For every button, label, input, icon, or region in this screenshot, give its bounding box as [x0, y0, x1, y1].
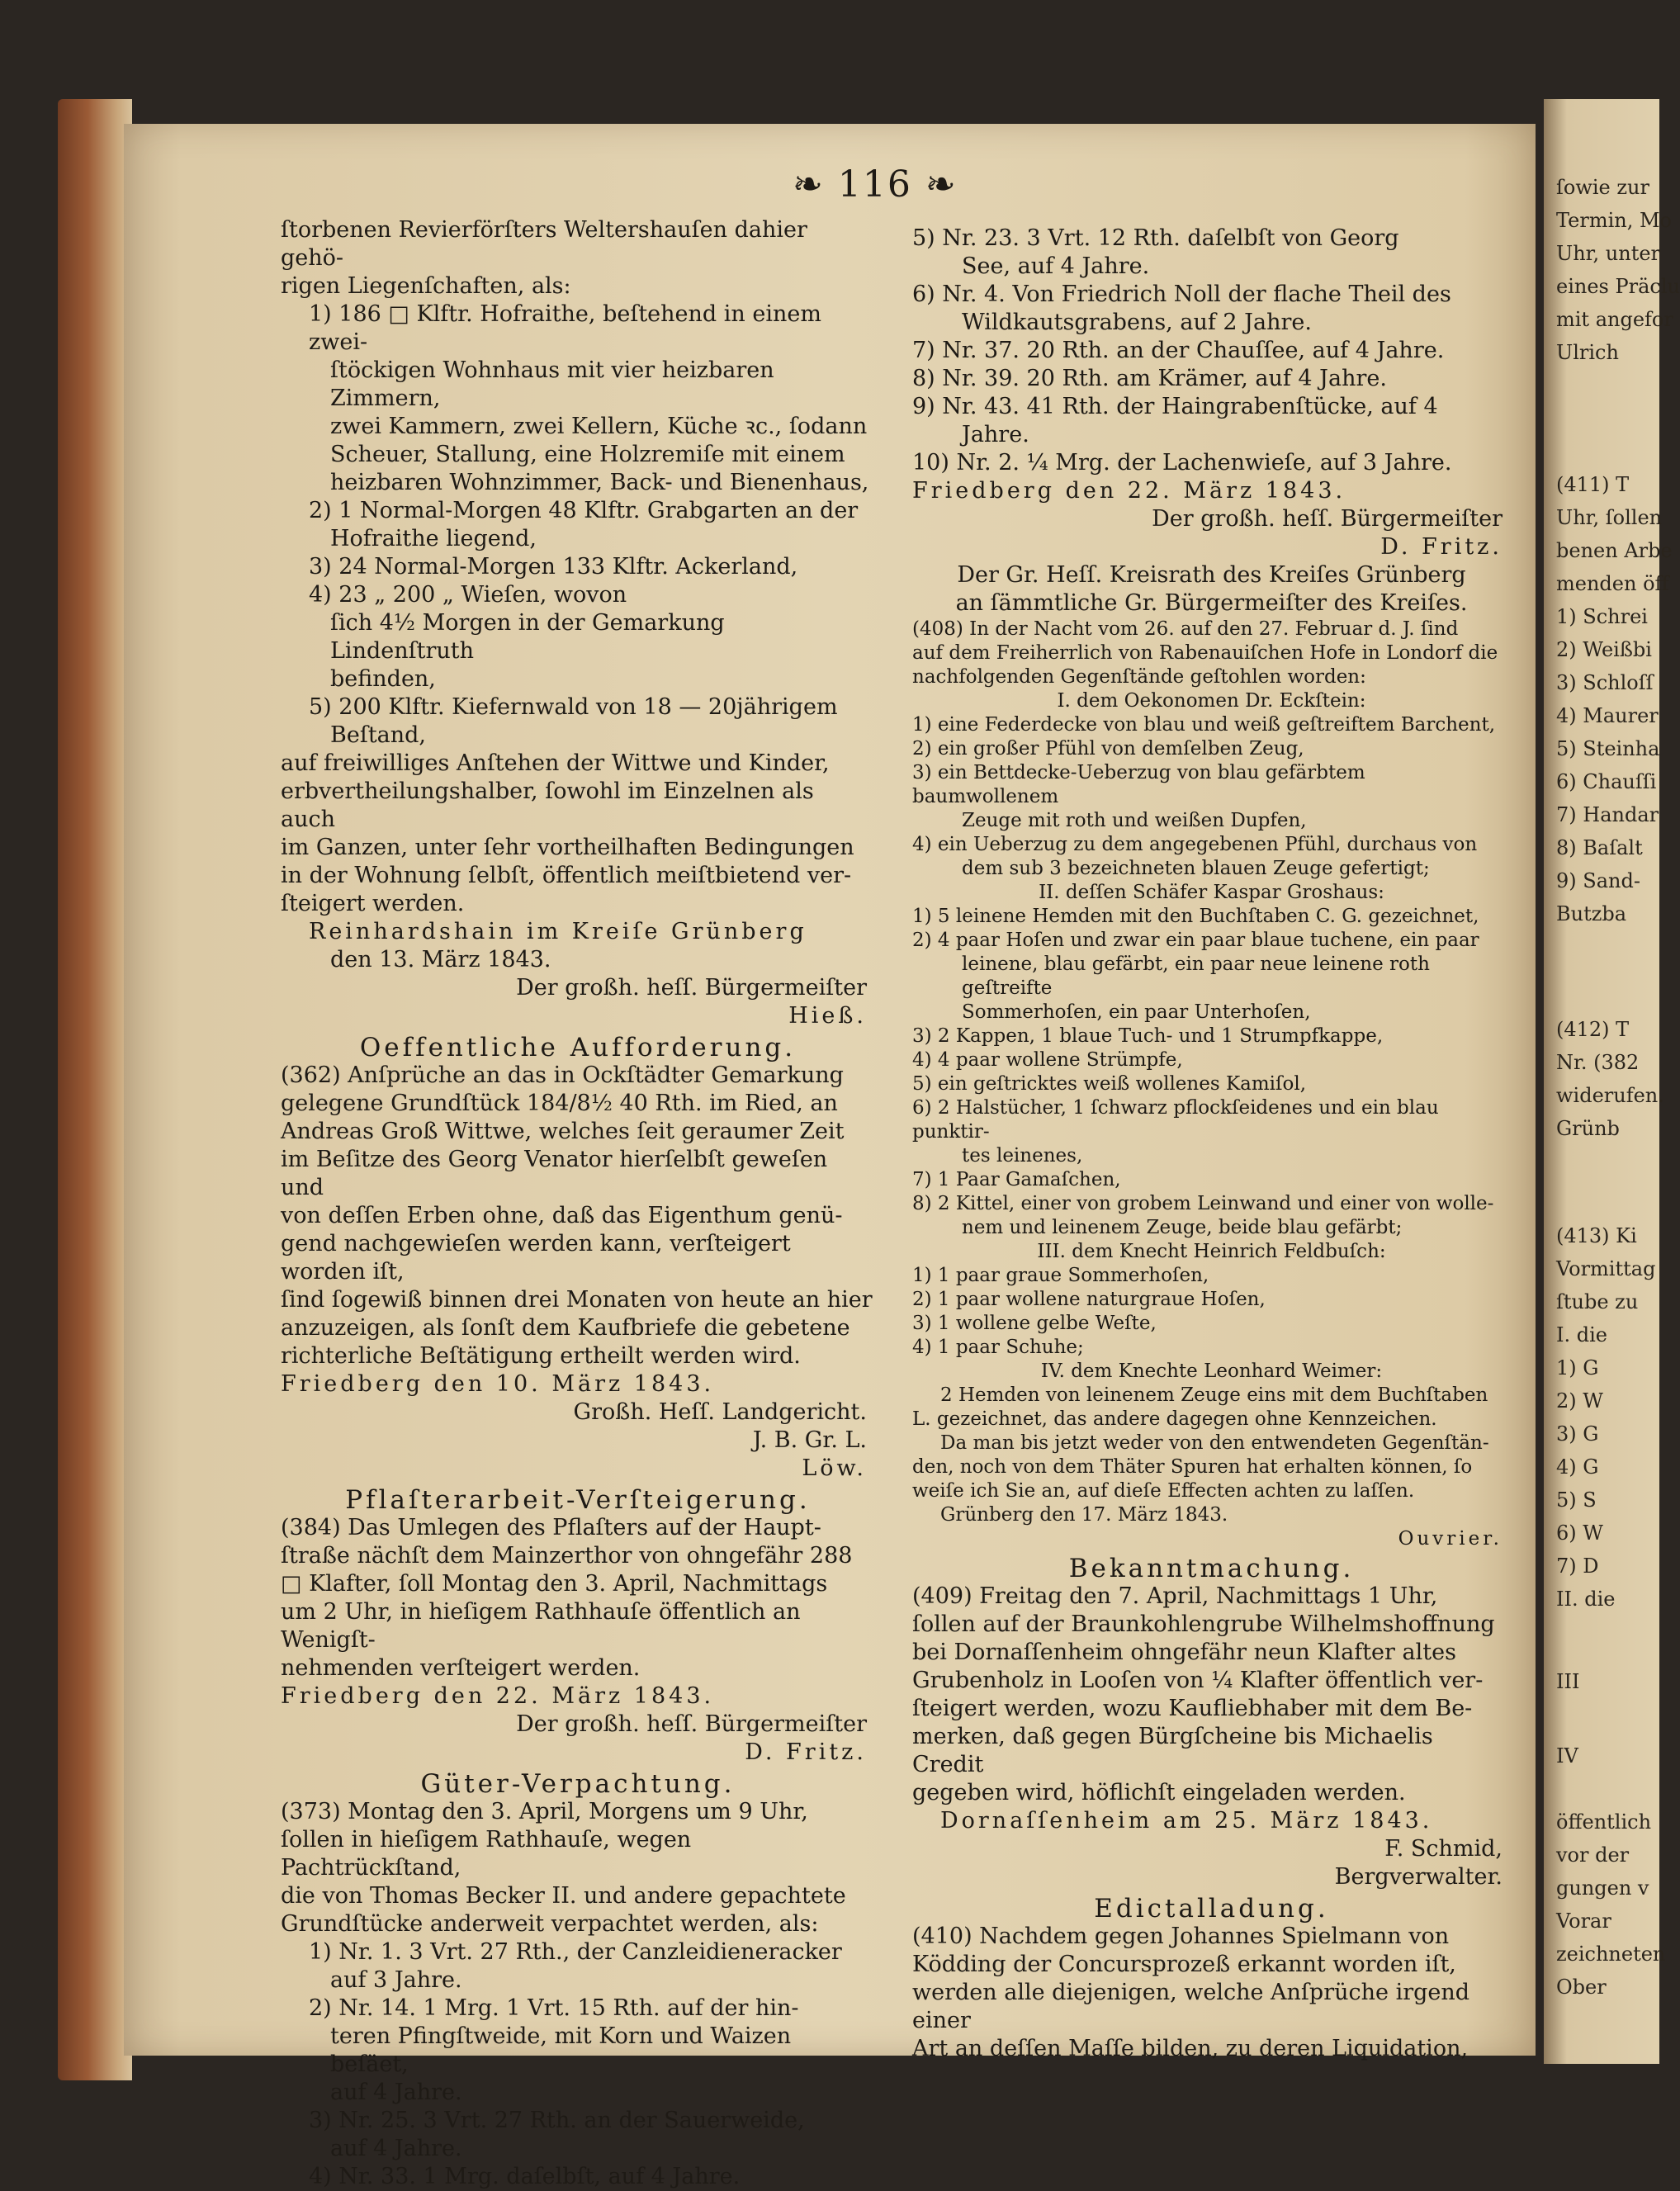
text-line: Pflaſterarbeit-Verſteigerung.: [345, 1485, 811, 1515]
facing-page-fragment: 7) D: [1556, 1555, 1599, 1578]
text-line: ſollen in hieſigem Rathhauſe, wegen Pachtrückſtand,: [281, 1827, 692, 1881]
text-line: Der großh. heſſ. Bürgermeiſter: [516, 1711, 867, 1737]
text-line: auf 4 Jahre.: [330, 2080, 462, 2105]
text-line: Ouvrier.: [1398, 1528, 1503, 1550]
facing-page-fragment: 5) S: [1556, 1488, 1597, 1512]
facing-page-fragment: ſowie zur: [1556, 176, 1649, 199]
text-line: ſtraße nächſt dem Mainzerthor von ohngefähr 288: [281, 1543, 853, 1569]
text-line: 4) 1 paar Schuhe;: [912, 1337, 1084, 1358]
text-line: IV. dem Knechte Leonhard Weimer:: [1040, 1361, 1383, 1382]
text-line: Beſtand,: [330, 722, 427, 748]
text-line: Der Gr. Heſſ. Kreisrath des Kreiſes Grünberg: [957, 562, 1466, 588]
facing-page-fragment: (413) Ki: [1556, 1224, 1637, 1247]
text-line: auf 4 Jahre.: [330, 2136, 462, 2161]
text-line: 10) Nr. 2. ¼ Mrg. der Lachenwieſe, auf 3 Jahre.: [912, 450, 1452, 476]
text-line: nehmenden verſteigert werden.: [281, 1655, 641, 1681]
facing-page-fragment: 9) Sand-: [1556, 869, 1640, 892]
facing-page-fragment: 3) G: [1556, 1422, 1599, 1446]
text-line: (408) In der Nacht vom 26. auf den 27. Februar d. J. ſind: [912, 618, 1459, 640]
facing-page-fragment: 6) Chauſſi: [1556, 770, 1657, 793]
text-line: 5) 200 Klftr. Kiefernwald von 18 — 20jährigem: [309, 694, 838, 720]
text-line: im Beſitze des Georg Venator hierſelbſt geweſen und: [281, 1147, 828, 1200]
text-line: 5) ein geſtricktes weiß wollenes Kamiſol,: [912, 1073, 1307, 1095]
text-line: 3) ein Bettdecke-Ueberzug von blau gefärbtem baumwollenem: [912, 762, 1365, 807]
facing-page-fragment: IV: [1556, 1744, 1578, 1767]
facing-page-fragment: 4) Maurer: [1556, 704, 1659, 727]
text-line: (362) Anſprüche an das in Ockſtädter Gemarkung: [281, 1062, 844, 1088]
text-line: 1) 5 leinene Hemden mit den Buchſtaben C. G. gezeichnet,: [912, 906, 1479, 927]
text-line: weiſe ich Sie an, auf dieſe Effecten achten zu laſſen.: [912, 1480, 1415, 1502]
facing-page-fragment: Butzba: [1556, 902, 1627, 925]
facing-page-fragment: 1) Schrei: [1556, 605, 1648, 628]
text-line: Da man bis jetzt weder von den entwendeten Gegenſtän-: [940, 1432, 1489, 1454]
text-line: gegeben wird, höflichſt eingeladen werden.: [912, 1780, 1406, 1805]
facing-page-fragment: ſtube zu: [1556, 1290, 1639, 1313]
text-line: Der großh. heſſ. Bürgermeiſter: [516, 975, 867, 1001]
facing-page-fragment: widerufen.: [1556, 1084, 1664, 1107]
text-line: L. gezeichnet, das andere dagegen ohne Kennzeichen.: [912, 1408, 1437, 1430]
facing-page-fragment: mit angefor: [1556, 308, 1673, 331]
text-line: Sommerhoſen, ein paar Unterhoſen,: [962, 1001, 1311, 1023]
facing-page-fragment: Grünb: [1556, 1117, 1620, 1140]
text-line: richterliche Beſtätigung ertheilt werden wird.: [281, 1343, 801, 1369]
text-line: 6) Nr. 4. Von Friedrich Noll der flache Theil des: [912, 282, 1451, 307]
text-line: 8) Nr. 39. 20 Rth. am Krämer, auf 4 Jahre.: [912, 366, 1387, 391]
text-line: ſtorbenen Revierförſters Weltershauſen dahier gehö-: [281, 217, 807, 271]
text-line: nachfolgenden Gegenſtände geſtohlen worden:: [912, 666, 1366, 688]
text-line: Güter-Verpachtung.: [420, 1769, 736, 1799]
text-line: auf freiwilliges Anſtehen der Wittwe und Kinder,: [281, 750, 830, 776]
text-line: Oeffentliche Aufforderung.: [359, 1033, 797, 1062]
text-line: Großh. Heſſ. Landgericht.: [573, 1399, 867, 1425]
facing-page-fragment: gungen v: [1556, 1876, 1649, 1900]
text-line: heizbaren Wohnzimmer, Back- und Bienenhaus,: [330, 470, 869, 495]
text-line: ſtöckigen Wohnhaus mit vier heizbaren Zimmern,: [330, 357, 774, 411]
text-line: rigen Liegenſchaften, als:: [281, 273, 571, 299]
text-line: 2) 1 Normal-Morgen 48 Klftr. Grabgarten an der: [309, 498, 859, 523]
text-line: den 13. März 1843.: [330, 947, 551, 972]
text-line: dem sub 3 bezeichneten blauen Zeuge gefertigt;: [962, 858, 1430, 879]
text-line: Hieß.: [788, 1003, 867, 1029]
text-line: 2) Nr. 14. 1 Mrg. 1 Vrt. 15 Rth. auf der hin-: [309, 1995, 799, 2021]
text-line: 4) 23 „ 200 „ Wieſen, wovon: [309, 582, 627, 608]
facing-page-fragment: Uhr, ſollen: [1556, 506, 1663, 529]
text-line: Art an deſſen Maſſe bilden, zu deren Liquidation,: [912, 2036, 1469, 2061]
text-line: 7) 1 Paar Gamaſchen,: [912, 1169, 1121, 1190]
text-line: den, noch von dem Thäter Spuren hat erhalten können, ſo: [912, 1456, 1473, 1478]
text-line: 9) Nr. 43. 41 Rth. der Haingrabenſtücke, auf 4: [912, 394, 1438, 419]
facing-page-fragment: Uhr, unter: [1556, 242, 1661, 265]
text-line: ſollen auf der Braunkohlengrube Wilhelmshoffnung: [912, 1611, 1495, 1637]
text-line: III. dem Knecht Heinrich Feldbuſch:: [1037, 1241, 1386, 1262]
facing-page-fragment: (412) T: [1556, 1018, 1630, 1041]
text-line: D. Fritz.: [1380, 534, 1503, 560]
facing-page-fragment: 4) G: [1556, 1455, 1599, 1479]
text-line: Bekanntmachung.: [1068, 1554, 1355, 1583]
text-line: Zeuge mit roth und weißen Dupfen,: [962, 810, 1307, 831]
text-line: Der großh. heſſ. Bürgermeiſter: [1152, 506, 1503, 532]
text-line: ſind ſogewiß binnen drei Monaten von heute an hier: [281, 1287, 873, 1313]
text-line: 2) 1 paar wollene naturgraue Hoſen,: [912, 1289, 1266, 1310]
text-line: zwei Kammern, zwei Kellern, Küche ꝛc., ſodann: [330, 414, 868, 439]
text-line: teren Pfingſtweide, mit Korn und Waizen beſäet,: [330, 2023, 792, 2077]
facing-page-fragment: 1) G: [1556, 1356, 1599, 1379]
text-line: Scheuer, Stallung, eine Holzremiſe mit einem: [330, 442, 845, 467]
text-line: 2) 4 paar Hoſen und zwar ein paar blaue tuchene, ein paar: [912, 930, 1479, 951]
text-line: bei Dornaſſenheim ohngefähr neun Klafter altes: [912, 1640, 1456, 1665]
facing-page-fragment: 7) Handar: [1556, 803, 1659, 826]
text-line: J. B. Gr. L.: [752, 1427, 867, 1453]
facing-page-fragment: II. die: [1556, 1588, 1616, 1611]
facing-page-fragment: öffentlich: [1556, 1810, 1652, 1834]
facing-page-fragment: menden öff: [1556, 572, 1669, 595]
text-line: 4) 4 paar wollene Strümpfe,: [912, 1049, 1183, 1071]
page-number: ❧ 116 ❧: [793, 163, 958, 206]
facing-page-fragment: III: [1556, 1670, 1580, 1693]
facing-page-fragment: (411) T: [1556, 473, 1630, 496]
text-line: □ Klafter, ſoll Montag den 3. April, Nachmittags: [281, 1571, 828, 1597]
text-line: leinene, blau gefärbt, ein paar neue leinene roth geſtreifte: [962, 954, 1430, 999]
text-line: (409) Freitag den 7. April, Nachmittags 1 Uhr,: [912, 1583, 1438, 1609]
text-line: Hofraithe liegend,: [330, 526, 537, 551]
text-line: D. Fritz.: [745, 1739, 867, 1765]
text-line: 3) 2 Kappen, 1 blaue Tuch- und 1 Strumpfkappe,: [912, 1025, 1384, 1047]
text-line: 5) Nr. 23. 3 Vrt. 12 Rth. daſelbſt von Georg: [912, 225, 1399, 251]
text-line: Grünberg den 17. März 1843.: [940, 1504, 1228, 1526]
facing-page-fragment: I. die: [1556, 1323, 1607, 1346]
text-line: Bergverwalter.: [1334, 1864, 1503, 1890]
text-line: ſteigert werden.: [281, 891, 465, 916]
facing-page-fragment: vor der: [1556, 1843, 1630, 1867]
text-line: tes leinenes,: [962, 1145, 1083, 1166]
text-line: um 2 Uhr, in hieſigem Rathhauſe öffentlich an Wenigſt-: [281, 1599, 801, 1653]
facing-page-fragment: Ober: [1556, 1976, 1607, 1999]
text-line: 4) ein Ueberzug zu dem angegebenen Pfühl, durchaus von: [912, 834, 1478, 855]
text-line: Wildkautsgrabens, auf 2 Jahre.: [962, 310, 1312, 335]
text-line: merken, daß gegen Bürgſcheine bis Michaelis Credit: [912, 1724, 1433, 1777]
text-line: 2) ein großer Pfühl von demſelben Zeug,: [912, 738, 1304, 760]
facing-page-fragment: zeichneten: [1556, 1943, 1666, 1966]
text-line: Löw.: [802, 1455, 867, 1481]
text-line: ſteigert werden, wozu Kaufliebhaber mit dem Be-: [912, 1696, 1473, 1721]
facing-page-fragment: Nr. (382: [1556, 1051, 1640, 1074]
facing-page-fragment: Termin, Mo: [1556, 209, 1672, 232]
text-line: Grundſtücke anderweit verpachtet werden, als:: [281, 1911, 819, 1937]
text-line: befinden,: [330, 666, 436, 692]
text-line: See, auf 4 Jahre.: [962, 253, 1150, 279]
text-line: Grubenholz in Looſen von ¼ Klafter öffentlich ver-: [912, 1668, 1484, 1693]
text-line: I. dem Oekonomen Dr. Eckſtein:: [1057, 690, 1366, 712]
text-line: Reinhardshain im Kreiſe Grünberg: [309, 919, 807, 944]
book-spine-edge: [58, 99, 132, 2080]
text-line: II. deſſen Schäfer Kaspar Groshaus:: [1039, 882, 1384, 903]
text-line: Andreas Groß Wittwe, welches ſeit geraumer Zeit: [281, 1119, 845, 1144]
text-line: 6) 2 Halstücher, 1 ſchwarz pflockſeidenes und ein blau punktir-: [912, 1097, 1439, 1143]
facing-page-fragment: Ulrich: [1556, 341, 1619, 364]
text-line: werden alle diejenigen, welche Anſprüche irgend einer: [912, 1980, 1470, 2033]
text-line: 3) Nr. 25. 3 Vrt. 27 Rth. an der Sauerweide,: [309, 2108, 805, 2133]
facing-page-fragment: 6) W: [1556, 1521, 1603, 1545]
facing-page-fragment: Vorar: [1556, 1909, 1611, 1933]
right-text-column: [912, 225, 1511, 2063]
text-line: ſich 4½ Morgen in der Gemarkung Lindenſtruth: [330, 610, 725, 664]
facing-page-fragment: 8) Baſalt: [1556, 836, 1643, 859]
text-line: 8) 2 Kittel, einer von grobem Leinwand und einer von wolle-: [912, 1193, 1494, 1214]
text-line: in der Wohnung ſelbſt, öffentlich meiſtbietend ver-: [281, 863, 852, 888]
facing-page-fragment: 5) Steinha: [1556, 737, 1660, 760]
text-line: Friedberg den 22. März 1843.: [281, 1683, 715, 1709]
text-line: gend nachgewieſen werden kann, verſteigert worden iſt,: [281, 1231, 791, 1285]
text-line: auf 3 Jahre.: [330, 1967, 462, 1993]
text-line: die von Thomas Becker II. und andere gepachtete: [281, 1883, 846, 1909]
text-line: nem und leinenem Zeuge, beide blau gefärbt;: [962, 1217, 1403, 1238]
text-line: erbvertheilungshalber, ſowohl im Einzelnen als auch: [281, 778, 814, 832]
text-line: 3) 24 Normal-Morgen 133 Klftr. Ackerland,: [309, 554, 798, 580]
text-line: Friedberg den 10. März 1843.: [281, 1371, 715, 1397]
facing-page-fragment: Vormittag: [1556, 1257, 1656, 1280]
text-line: Edictalladung.: [1094, 1894, 1329, 1924]
text-line: 2 Hemden von leinenem Zeuge eins mit dem Buchſtaben: [940, 1384, 1488, 1406]
text-line: auf dem Freiherrlich von Rabenauiſchen Hofe in Londorf die: [912, 642, 1498, 664]
text-line: 7) Nr. 37. 20 Rth. an der Chauſſee, auf 4 Jahre.: [912, 338, 1445, 363]
left-text-column: [281, 216, 875, 2191]
text-line: anzuzeigen, als ſonſt dem Kaufbriefe die gebetene: [281, 1315, 850, 1341]
text-line: (373) Montag den 3. April, Morgens um 9 Uhr,: [281, 1799, 808, 1824]
text-line: Friedberg den 22. März 1843.: [912, 478, 1346, 504]
text-line: an ſämmtliche Gr. Bürgermeiſter des Kreiſes.: [955, 590, 1468, 616]
text-line: (384) Das Umlegen des Pflaſters auf der Haupt-: [281, 1515, 821, 1540]
text-line: 1) Nr. 1. 3 Vrt. 27 Rth., der Canzleidieneracker: [309, 1939, 842, 1965]
text-line: 4) Nr. 33. 1 Mrg. daſelbſt, auf 4 Jahre.: [309, 2164, 741, 2189]
text-line: Jahre.: [962, 422, 1029, 447]
text-line: 1) eine Federdecke von blau und weiß geſtreiftem Barchent,: [912, 714, 1496, 736]
text-line: (410) Nachdem gegen Johannes Spielmann von: [912, 1924, 1450, 1949]
facing-page-fragment: eines Präclu: [1556, 275, 1680, 298]
text-line: F. Schmid,: [1384, 1836, 1503, 1862]
text-line: im Ganzen, unter ſehr vortheilhaften Bedingungen: [281, 835, 854, 860]
text-line: Dornaſſenheim am 25. März 1843.: [940, 1808, 1433, 1834]
facing-page-fragment: 3) Schloſſ: [1556, 671, 1654, 694]
text-line: 1) 1 paar graue Sommerhoſen,: [912, 1265, 1209, 1286]
text-line: 3) 1 wollene gelbe Weſte,: [912, 1313, 1157, 1334]
text-line: Ködding der Concursprozeß erkannt worden iſt,: [912, 1952, 1456, 1977]
text-line: gelegene Grundſtück 184/8½ 40 Rth. im Ried, an: [281, 1091, 838, 1116]
facing-page-fragment: 2) W: [1556, 1389, 1603, 1413]
text-line: 1) 186 □ Klftr. Hofraithe, beſtehend in einem zwei-: [309, 301, 821, 355]
facing-page-fragment: 2) Weißbi: [1556, 638, 1652, 661]
text-line: von deſſen Erben ohne, daß das Eigenthum genü-: [281, 1203, 843, 1228]
facing-page-fragment: benen Arbe: [1556, 539, 1673, 562]
